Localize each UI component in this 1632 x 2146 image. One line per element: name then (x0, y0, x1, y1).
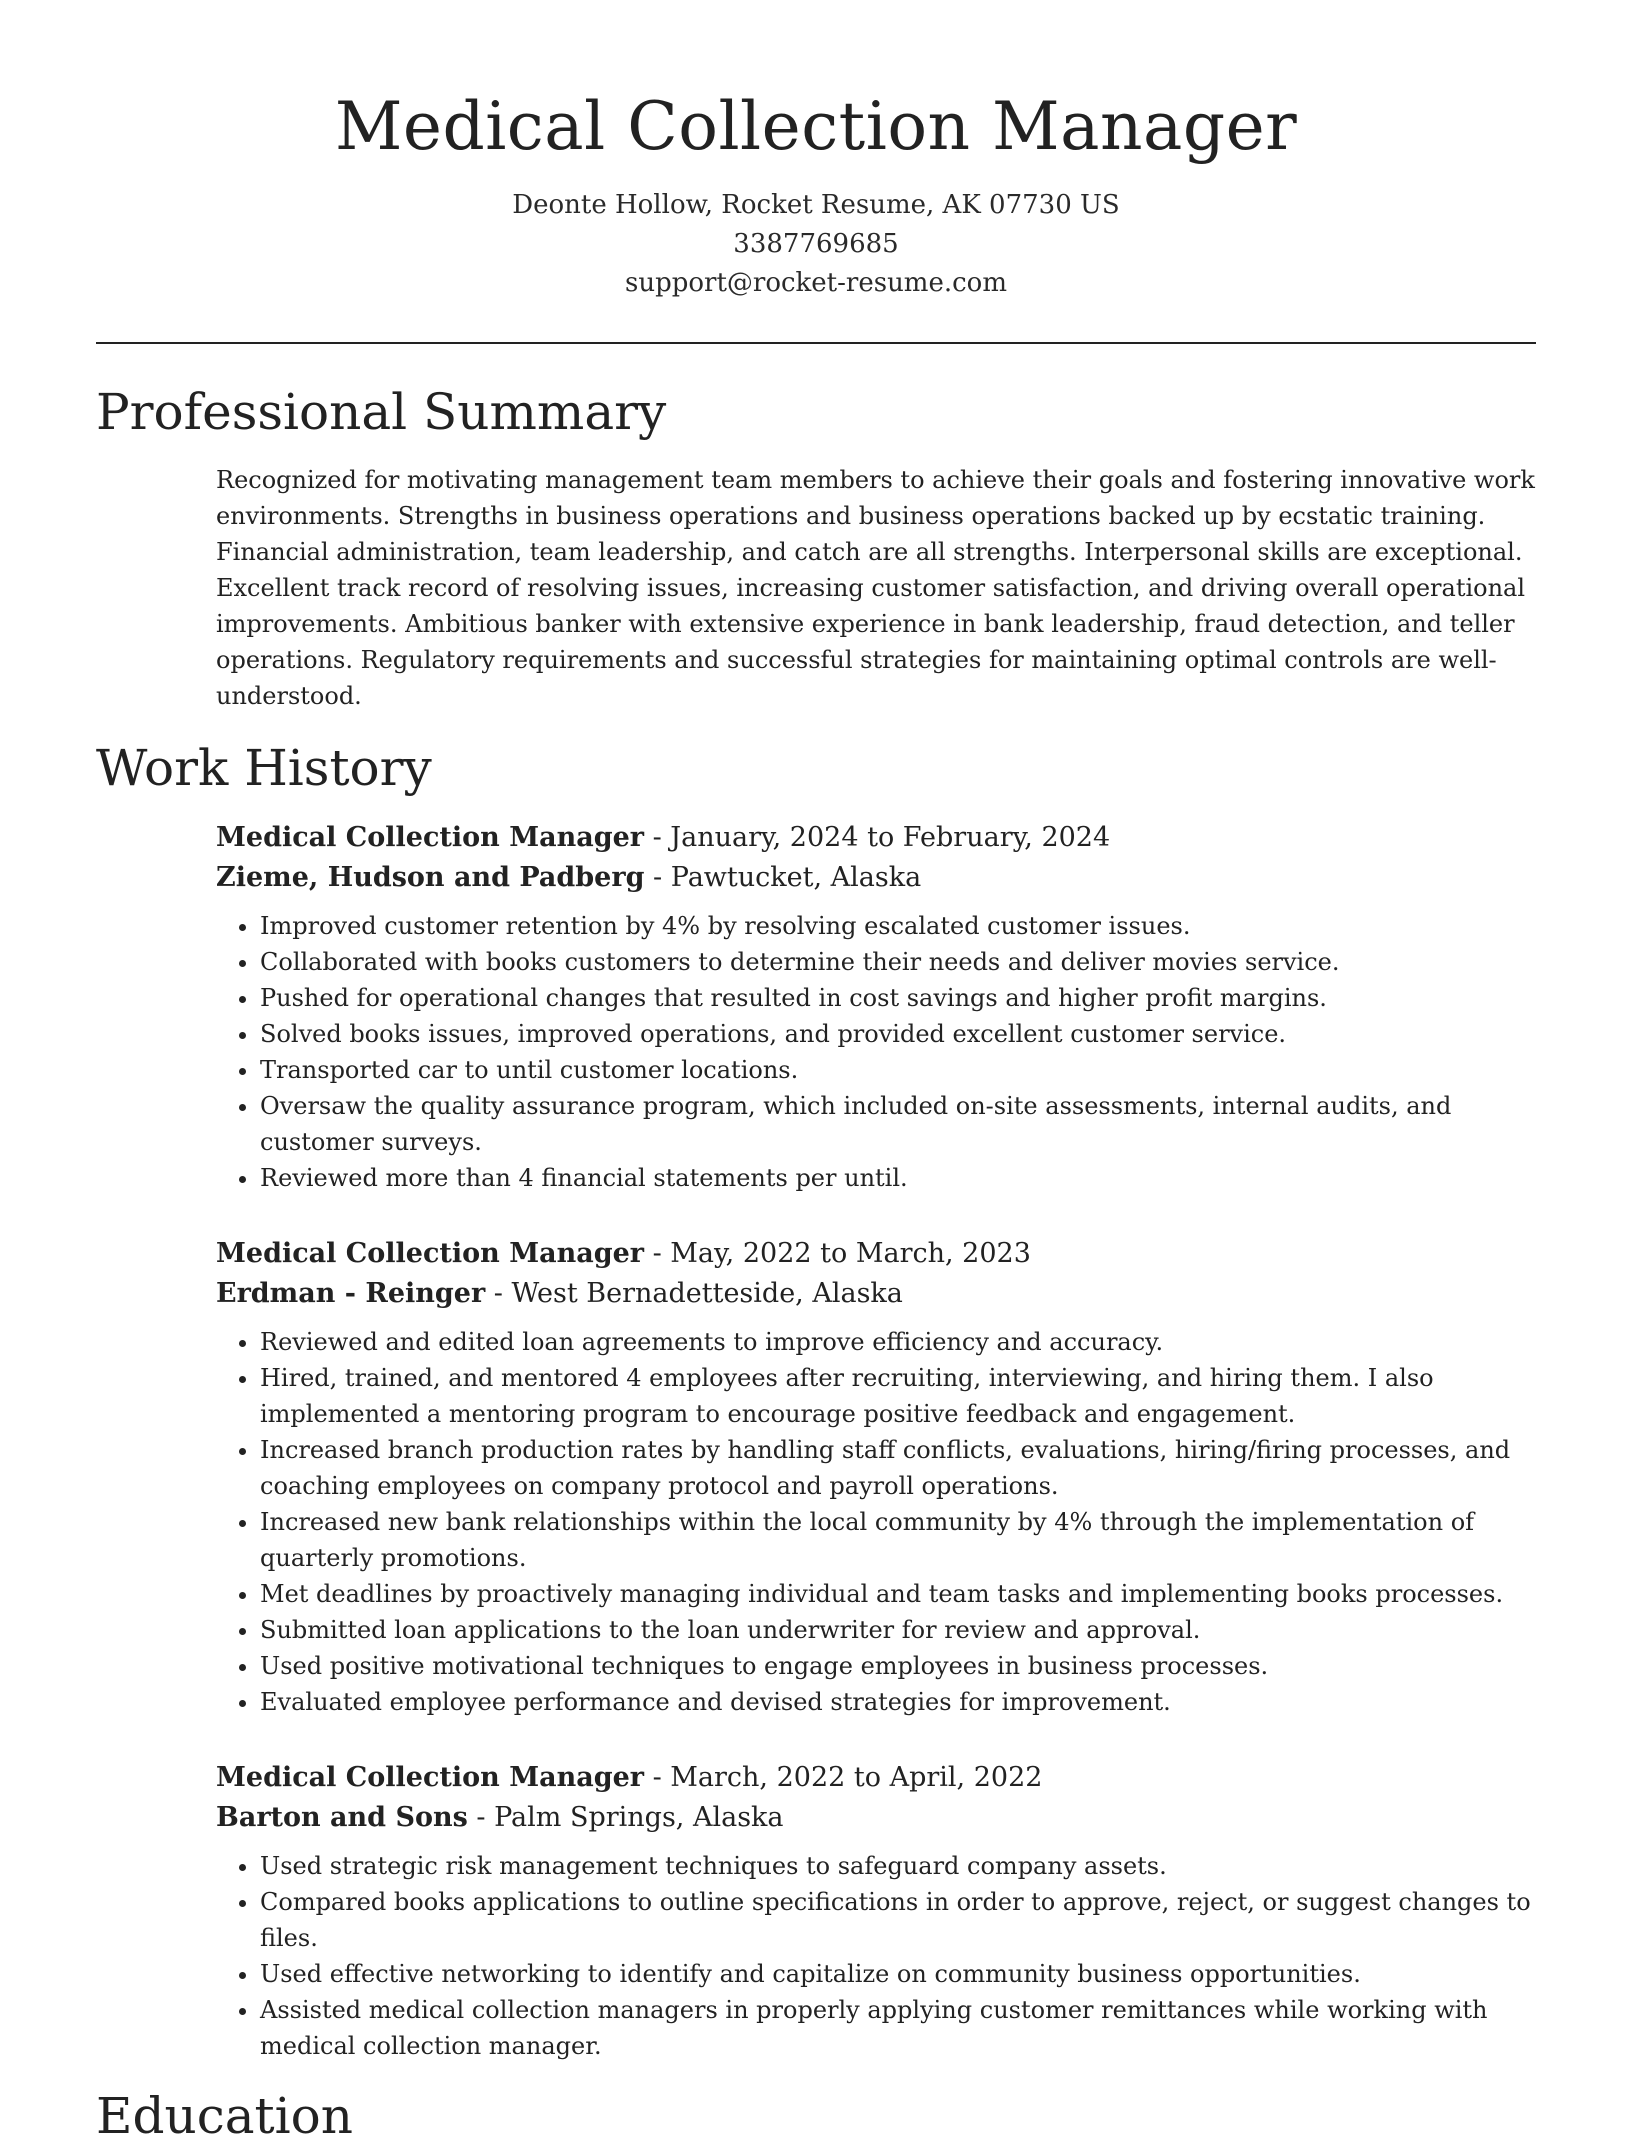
work-history-heading: Work History (96, 739, 432, 797)
job-title: Medical Collection Manager (216, 1238, 644, 1269)
job-title: Medical Collection Manager (216, 1762, 644, 1793)
job-title-line (216, 1758, 1536, 1798)
header-divider (96, 342, 1536, 344)
summary-heading: Professional Summary (96, 383, 667, 441)
job-dates: - May, 2022 to March, 2023 (643, 1238, 1031, 1269)
job-company-line (216, 1274, 1536, 1314)
job-bullet: • Collaborated with books customers to determine their needs and deliver movies service. (260, 944, 1536, 980)
job-bullet: • Increased branch production rates by handling staff conflicts, evaluations, hiring/firing processes, and coaching employees on company protocol and payroll operations. (260, 1432, 1536, 1504)
job-entry (216, 1758, 1536, 2064)
job-location: - Palm Springs, Alaska (467, 1802, 784, 1833)
job-entry (216, 818, 1536, 1196)
job-bullet: • Used strategic risk management techniques to safeguard company assets. (260, 1848, 1536, 1884)
job-bullet: • Submitted loan applications to the loan underwriter for review and approval. (260, 1612, 1536, 1648)
job-bullet: • Pushed for operational changes that resulted in cost savings and higher profit margins. (260, 980, 1536, 1016)
job-dates: - March, 2022 to April, 2022 (643, 1762, 1043, 1793)
job-company: Barton and Sons (216, 1802, 468, 1833)
job-bullet: • Met deadlines by proactively managing individual and team tasks and implementing books processes. (260, 1576, 1536, 1612)
job-title-line (216, 1234, 1536, 1274)
job-title-line (216, 818, 1536, 858)
job-dates: - January, 2024 to February, 2024 (643, 822, 1111, 853)
job-bullets (216, 1848, 1536, 2064)
address-text: Deonte Hollow, Rocket Resume, AK 07730 US (512, 190, 1120, 220)
job-bullet: • Increased new bank relationships within the local community by 4% through the implementation of quarterly promotions. (260, 1504, 1536, 1576)
contact-info (0, 186, 1632, 303)
job-bullets (216, 1324, 1536, 1720)
job-bullet: • Compared books applications to outline specifications in order to approve, reject, or suggest changes to files. (260, 1884, 1536, 1956)
job-bullet: • Used effective networking to identify and capitalize on community business opportunities. (260, 1956, 1536, 1992)
job-bullet: • Used positive motivational techniques to engage employees in business processes. (260, 1648, 1536, 1684)
job-company-line (216, 1798, 1536, 1838)
page-title: Medical Collection Manager (334, 88, 1298, 165)
education-heading: Education (96, 2087, 353, 2145)
job-bullet: • Reviewed and edited loan agreements to improve efficiency and accuracy. (260, 1324, 1536, 1360)
job-bullet: • Solved books issues, improved operations, and provided excellent customer service. (260, 1016, 1536, 1052)
job-company: Zieme, Hudson and Padberg (216, 862, 645, 893)
job-bullet: • Evaluated employee performance and devised strategies for improvement. (260, 1684, 1536, 1720)
resume-header (0, 0, 1632, 303)
job-title: Medical Collection Manager (216, 822, 644, 853)
job-bullet: • Improved customer retention by 4% by resolving escalated customer issues. (260, 908, 1536, 944)
job-location: - Pawtucket, Alaska (644, 862, 922, 893)
email-text: support@rocket-resume.com (624, 268, 1007, 298)
job-company-line (216, 858, 1536, 898)
job-bullet: • Reviewed more than 4 financial statements per until. (260, 1160, 1536, 1196)
job-bullets (216, 908, 1536, 1196)
job-entry (216, 1234, 1536, 1720)
job-bullet: • Assisted medical collection managers in properly applying customer remittances while working with medical collection manager. (260, 1992, 1536, 2064)
job-bullet: • Oversaw the quality assurance program, which included on-site assessments, internal audits, and customer surveys. (260, 1088, 1536, 1160)
summary-text: Recognized for motivating management team members to achieve their goals and fostering innovative work environments. Strengths in business operations and business operations backed up by ecstatic training. Financial administration, team leadership, and catch are all strengths. Interpersonal skills are exceptional. Excellent track record of resolving issues, increasing customer satisfaction, and driving overall operational improvements. Ambitious banker with extensive experience in bank leadership, fraud detection, and teller operations. Regulatory requirements and successful strategies for maintaining optimal controls are well-understood. (216, 466, 1535, 710)
job-location: - West Bernadetteside, Alaska (485, 1278, 903, 1309)
phone-text: 3387769685 (733, 229, 899, 259)
job-bullet: • Transported car to until customer locations. (260, 1052, 1536, 1088)
job-company: Erdman - Reinger (216, 1278, 486, 1309)
job-bullet: • Hired, trained, and mentored 4 employees after recruiting, interviewing, and hiring them. I also implemented a mentoring program to encourage positive feedback and engagement. (260, 1360, 1536, 1432)
